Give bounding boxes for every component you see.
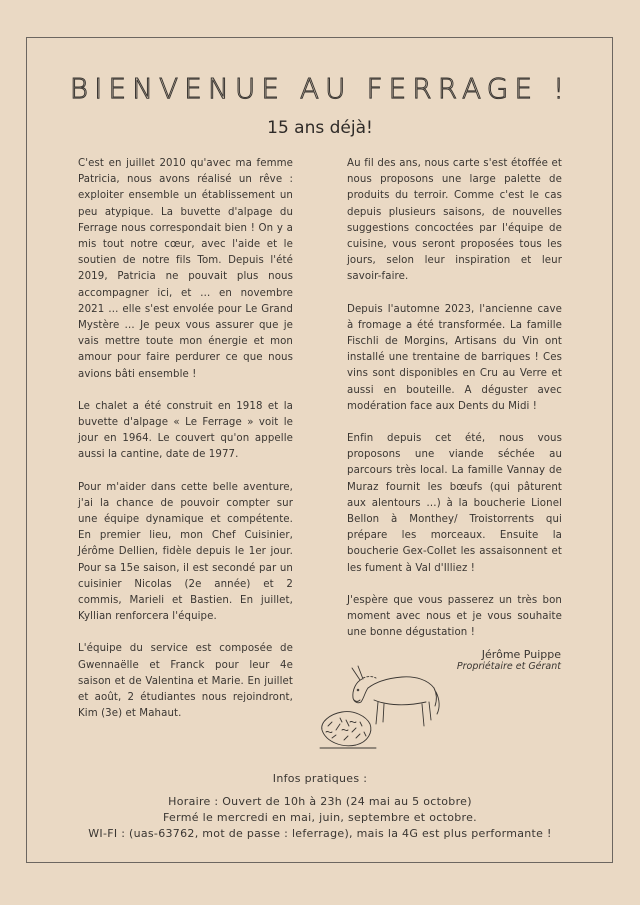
donkey-illustration — [316, 660, 446, 752]
page-subtitle: 15 ans déjà! — [267, 118, 373, 138]
paragraph-dried-meat: Enfin depuis cet été, nous vous proposons une viande séchée au parcours très local. La famille Vannay de Muraz fournit les bœufs (qui pâturent aux alentours …) à la boucherie Lionel Bellon à Monthey/ Troistorrents qui prépare les morceaux. Ensuite la boucherie Gex-Collet les assaisonnent et les fument à Val d'Illiez ! — [347, 433, 562, 574]
paragraph-wine-cellar: Depuis l'automne 2023, l'ancienne cave à fromage a été transformée. La famille Fischli de Morgins, Artisans du Vin ont installé une trentaine de barriques ! Ces vins sont disponibles en Cru au Verre et aussi en bouteille. A déguster avec modération face aux Dents du Midi ! — [347, 303, 562, 412]
signature-role: Propriétaire et Gérant — [456, 661, 561, 672]
paragraph-menu: Au fil des ans, nous carte s'est étoffée et nous proposons une large palette de produits du terroir. Comme c'est le cas depuis plusieurs saisons, de nouvelles suggestions concoctées par l'équipe de cuisine, vous seront proposées tous les jours, selon leur inspiration et leur savoir-faire. — [347, 158, 562, 283]
info-hours: Horaire : Ouvert de 10h à 23h (24 mai au 5 octobre) — [168, 795, 472, 808]
right-column — [347, 156, 562, 657]
paragraph-chalet: Le chalet a été construit en 1918 et la buvette d'alpage « Le Ferrage » voit le jour en 1964. Le couvert qu'on appelle aussi la cantine, date de 1977. — [78, 400, 293, 461]
info-heading: Infos pratiques : — [272, 772, 368, 785]
paragraph-history: C'est en juillet 2010 qu'avec ma femme Patricia, nous avons réalisé un rêve : exploiter ensemble un établissement un peu atypique. La buvette d'alpage du Ferrage nous correspondait bien ! On y a mis tout notre cœur, avec l'aide et le soutien de notre fils Tom. Depuis l'été 2019, Patricia ne pouvait plus nous accompagner ici, et … en novembre 2021 … elle s'est envolée pour Le Grand Mystère … Je peux vous assurer que je vais mettre toute mon énergie et mon amour pour faire perdurer ce que nous avions bâti ensemble ! — [78, 158, 293, 380]
page-title: BIENVENUE AU FERRAGE ! — [69, 72, 571, 105]
info-wifi: WI-FI : (uas-63762, mot de passe : leferrage), mais la 4G est plus performante ! — [88, 827, 552, 840]
info-closed-days: Fermé le mercredi en mai, juin, septembre et octobre. — [163, 811, 477, 824]
paragraph-kitchen-team: Pour m'aider dans cette belle aventure, j'ai la chance de pouvoir compter sur une équipe dynamique et compétente. En premier lieu, mon Chef Cuisinier, Jérôme Dellien, fidèle depuis le 1er jour. Pour sa 15e saison, il est secondé par un cuisinier Nicolas (2e année) et 2 commis, Marieli et Bastien. En juillet, Kyllian renforcera l'équipe. — [78, 481, 293, 623]
signature-name: Jérôme Puippe — [481, 648, 561, 661]
left-column — [78, 156, 293, 739]
paragraph-closing: J'espère que vous passerez un très bon moment avec nous et je vous souhaite une bonne dégustation ! — [347, 594, 562, 639]
paragraph-service-team: L'équipe du service est composée de Gwennaëlle et Franck pour leur 4e saison et de Valentina et Marie. En juillet et août, 2 étudiantes nous rejoindront, Kim (3e) et Mahaut. — [78, 643, 293, 720]
